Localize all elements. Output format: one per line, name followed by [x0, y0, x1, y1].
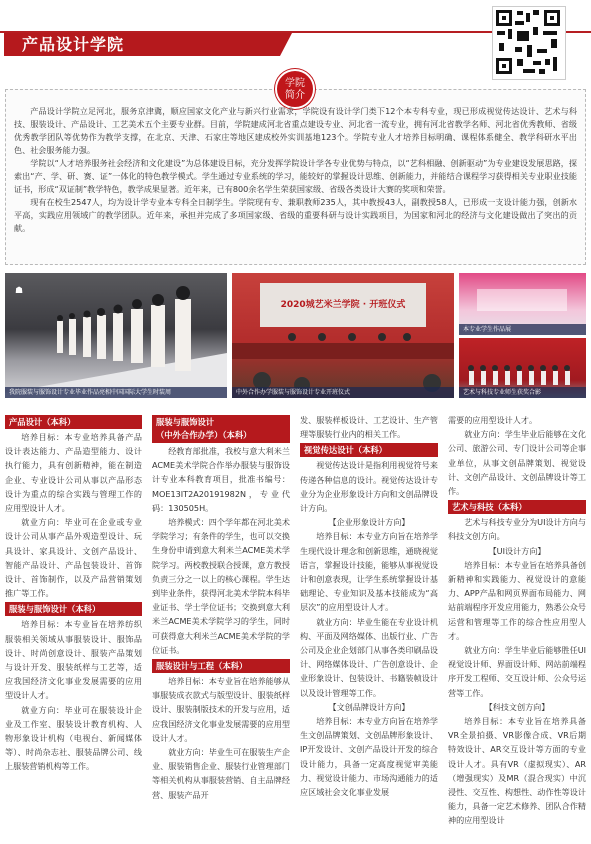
- show-caption: 本专业学生作品展: [459, 324, 586, 335]
- paragraph: 培养目标：本专业方向旨在培养学生文创品牌策划、文创品牌形象设计、IP开发设计、文创产品设计开发的综合设计能力，具备一定高度视觉审美能力、视觉设计能力、市场沟通能力的适应区域社会文化事业发展: [300, 716, 438, 798]
- ceremony-photo: [232, 273, 454, 398]
- ceremony-banner: 2020城艺米兰学院 · 开班仪式: [280, 300, 406, 310]
- page-title: 产品设计学院: [4, 33, 280, 56]
- section-heading: 服装与服饰设计（本科）: [5, 602, 142, 616]
- paragraph: 培养模式：四个学年都在河北美术学院学习；有条件的学生，也可以交换生身份申请到意大利米兰ACME美术学院学习。两校教授联合授课，意方教授负责三分之一以上的核心课程。学生达到毕业条件，获得河北美术学院本科毕业证书、学士学位证书；交换到意大利米兰ACME美术学院学习的学生，同时可获得意大利米兰ACME美术学院的学位证书。: [152, 517, 290, 655]
- ceremony-people-illustration: [232, 273, 454, 398]
- paragraph: 发、服装样板设计、工艺设计、生产管理等服装行业内的相关工作。: [300, 415, 438, 440]
- runway-photo: [5, 273, 227, 398]
- section-heading: [152, 415, 290, 443]
- subheading: 【企业形象设计方向】: [328, 517, 410, 528]
- section-heading: 艺术与科技（本科）: [448, 500, 586, 514]
- svg-text:☗: ☗: [15, 286, 24, 296]
- column-4: [448, 413, 586, 828]
- badge-line-2: 简介: [285, 90, 305, 101]
- paragraph: 就业方向：学生毕业后能够胜任UI视觉设计师、界面设计师、网站前端程序开发工程师、交互设计师、公众号运营等工作。: [448, 645, 586, 698]
- paragraph: 视觉传达设计是指利用视觉符号来传递各种信息的设计。视觉传达设计专业分为企业形象设计方向和文创品牌设计方向。: [300, 460, 438, 514]
- section-heading: 服装设计与工程（本科）: [152, 659, 290, 673]
- paragraph: 培养目标：本专业旨在培养纺织服装相关领域从事服装设计、服饰品设计、时尚创意设计、服装产品策划与设计开发、服装纸样与工艺等，适应我国经济文化事业发展需要的应用型设计人才。: [5, 619, 142, 701]
- paragraph: 培养目标：本专业培养具备产品设计表达能力、产品造型能力、设计执行能力，具有创新精神，能在制造企业、专业设计公司从事以产品形态设计为重点的综合实践与管理工作的应用型设计人才。: [5, 432, 142, 514]
- qr-eye-icon: [544, 10, 560, 26]
- section-heading: 视觉传达设计（本科）: [300, 443, 438, 457]
- paragraph: 就业方向：学生毕业后能够在文化公司、旅游公司、专门设计公司等企事业单位，从事文创品牌策划、视觉设计、文创产品设计、文创品牌设计等工作。: [448, 429, 586, 497]
- paragraph: 就业方向：毕业生可在服装生产企业、服装销售企业、服装行业管理部门等相关机构从事服装营销、自主品牌经营、服装产品开: [152, 747, 290, 800]
- paragraph: 经教育部批准，我校与意大利米兰ACME美术学院合作举办服装与服饰设计专业本科教育项目，批准书编号：MOE13IT2A20191982N，专业代码：130505H。: [152, 446, 290, 513]
- section-heading-line: 服装与服饰设计: [156, 417, 215, 427]
- paragraph: 培养目标：本专业旨在培养具备创新精神和实践能力、视觉设计的意能力、APP产品和网页界面布局能力、网站前端程序开发应用能力，熟悉公众号运营和管理等工作的综合性应用型人才。: [448, 559, 586, 641]
- award-photo: [459, 338, 586, 398]
- section-heading: 产品设计（本科）: [5, 415, 142, 429]
- runway-models-illustration: [5, 273, 227, 398]
- intro-badge: [275, 69, 315, 109]
- intro-paragraph: 产品设计学院立足河北，服务京津冀，顺应国家文化产业与新兴行业需求，学院设有设计学门类下12个本专科专业，现已形成视觉传达设计、艺术与科技、服装设计、产品设计、工艺美术五个主要专业群。目前，学院建成河北省重点建设专业、河北省一流专业，拥有河北省教学名师、河北省优秀教师、省级优秀教学团队等优势作为教学支撑，在北京、天津、石家庄等地区建成校外实训基地123个。学院专业人才培养目标明确、课程体系健全、教学科研水平出色、社会服务能力强。: [14, 106, 577, 155]
- paragraph: 培养目标：本专业方向旨在培养学生现代设计理念和创新思维，通晓视觉语言，掌握设计技能，能够从事视觉设计和创意表现，让学生系统掌握设计基础理论、专业知识及基本技能成为“高层次”的应用型设计人才。: [300, 531, 438, 613]
- paragraph: 培养目标：本专业旨在培养能够从事服装成衣款式与版型设计、服装纸样设计、服装制版技术的开发与应用，适应我国经济文化事业发展需要的应用型设计人才。: [152, 676, 290, 743]
- intro-text: [14, 105, 577, 235]
- badge-line-1: 学院: [285, 78, 305, 89]
- qr-eye-icon: [496, 10, 512, 26]
- paragraph: 培养目标：本专业旨在培养具备VR全景拍摄、VR影像合成、VR后期特效设计、AR交互设计等方面的专业设计人才。具有VR（虚拟现实）、AR（增强现实）及MR（混合现实）中沉浸性、交互性、构想性、动作性等设计能力，具备一定艺术修养、团队合作精神的应用型设计: [448, 716, 586, 826]
- award-caption: 艺术与科技专业师生获奖合影: [459, 387, 586, 398]
- intro-paragraph: 学院以“人才培养服务社会经济和文化建设”为总体建设目标，充分发挥学院设计学各专业优势与特点，以“艺科相融、创新驱动”为专业建设发展思路，探索出“产、学、研、赛、证”一体化的特色教学模式。学生通过专业系统的学习，能较好的掌握设计思维、创新能力，并能结合课程学习获得相关专业职业技能证书，形成“双证制”教学特色，教学成果显著。近年来，已有800余名学生荣获国家级、省级各类设计大赛的奖项和荣誉。: [14, 158, 577, 194]
- qr-code[interactable]: [492, 6, 566, 80]
- subheading: 【文创品牌设计方向】: [328, 701, 410, 712]
- subheading: 【科技文创方向】: [484, 701, 550, 712]
- column-3: [300, 413, 438, 799]
- subheading: 【UI设计方向】: [488, 545, 546, 556]
- column-1: [5, 413, 142, 774]
- paragraph: 就业方向：毕业生能在专业设计机构、平面及网络媒体、出版行业、广告公司及企业企划部门从事各类印刷品设计、网络媒体设计、广告创意设计、企业形象设计、包装设计、书籍装帧设计以及设计管理等工作。: [300, 616, 438, 698]
- paragraph: 需要的应用型设计人才。: [448, 415, 538, 425]
- paragraph: 就业方向：毕业可在企业或专业设计公司从事产品外观造型设计、玩具设计、家具设计、文创产品设计、智能产品设计、产品包装设计、首饰设计、首饰制作，以及产品营销策划推广等工作。: [5, 517, 142, 599]
- paragraph: 艺术与科技专业分为UI设计方向与科技文创方向。: [448, 517, 586, 542]
- column-2: [152, 413, 290, 802]
- intro-paragraph: 现有在校生2547人，均为设计学专业本专科全日制学生。学院现有专、兼职教师235人，其中教授43人，副教授58人，已形成一支设计能力强，创新水平高，实践应用领域广的教学团队。近年来，承担并完成了多项国家级、省级的重要科研与设计实践项目，为国家和河北的经济与文化建设做出了突出的贡献。: [14, 197, 577, 233]
- runway-caption: 我院服装与服饰设计专业毕业作品亮相中国国际大学生时装周: [5, 387, 227, 398]
- ceremony-caption: 中外合作办学服装与服饰设计专业开班仪式: [232, 387, 454, 398]
- paragraph: 就业方向：毕业可在服装设计企业及工作室、服装设计教育机构、人物形象设计机构（电视台、新闻媒体等）、时尚杂志社、服装品牌公司、线上服装营销机构等工作。: [5, 704, 142, 772]
- show-display-board: [477, 289, 567, 311]
- qr-eye-icon: [496, 58, 512, 74]
- section-heading-line: （中外合作办学）（本科）: [156, 430, 252, 440]
- show-photo: [459, 273, 586, 335]
